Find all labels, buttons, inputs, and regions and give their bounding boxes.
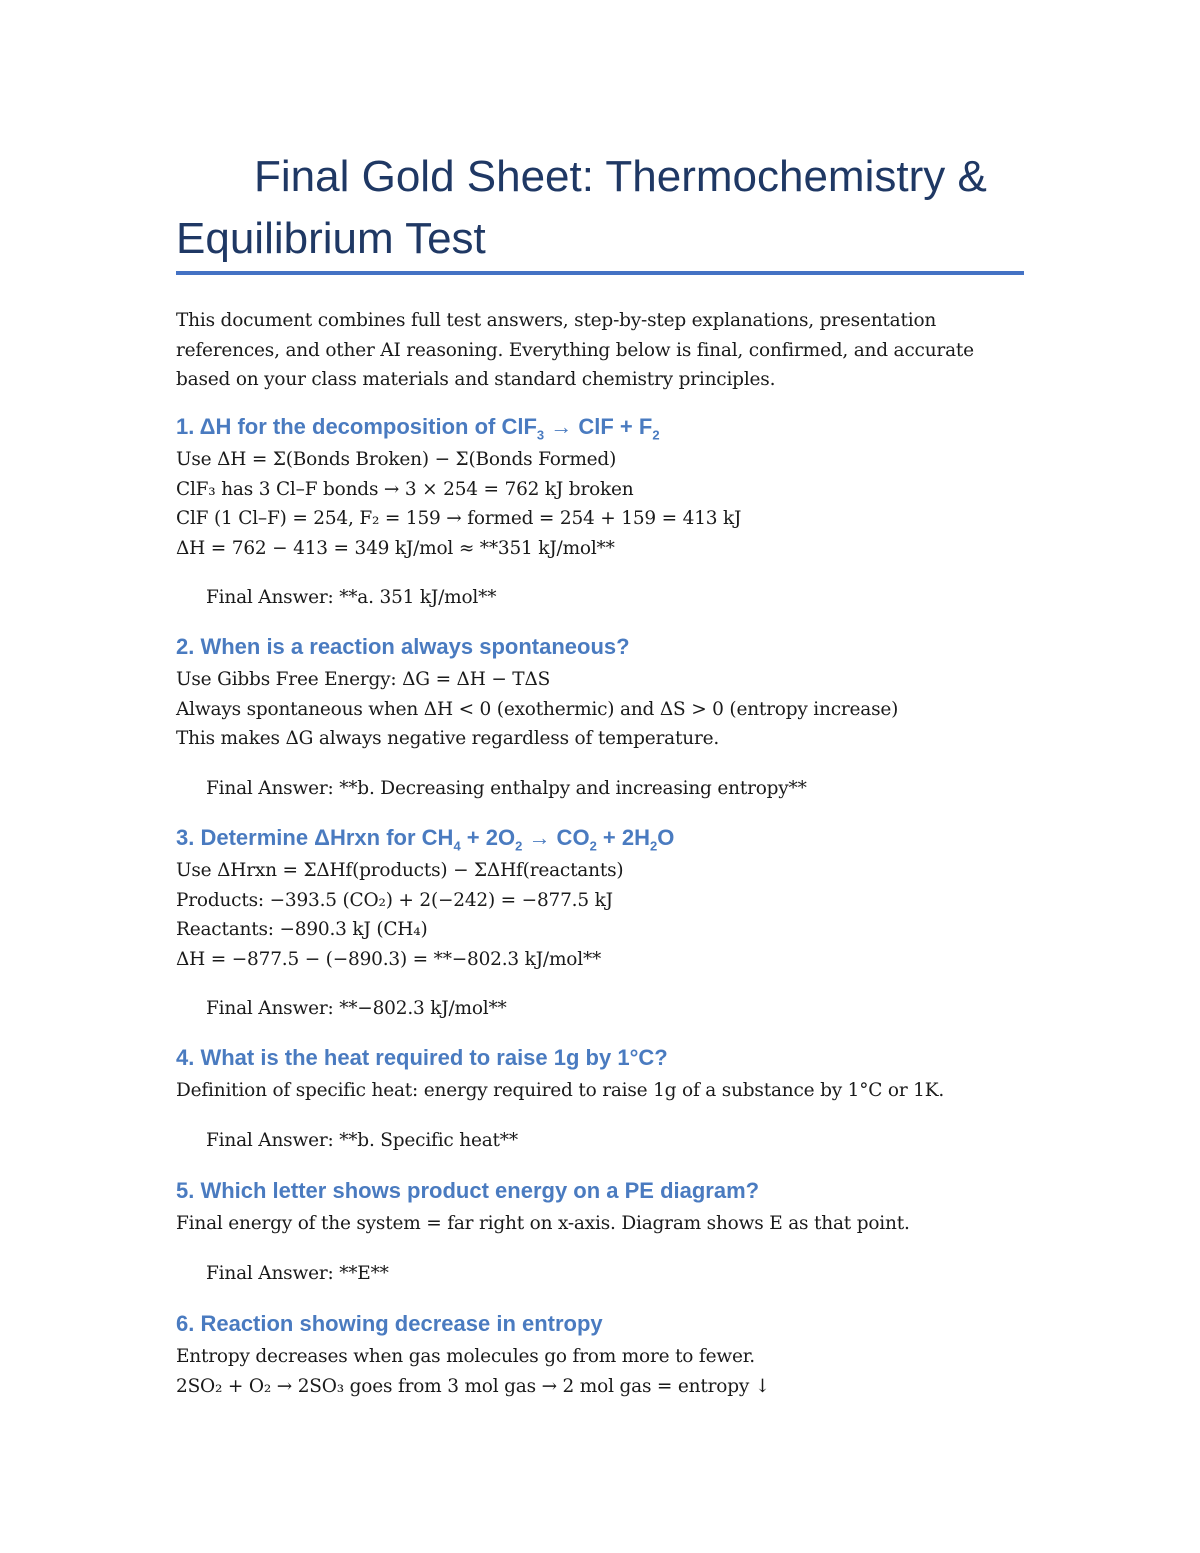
section-6 <box>176 1309 1024 1401</box>
section-line: ClF (1 Cl–F) = 254, F₂ = 159 → formed = 254 + 159 = 413 kJ <box>176 508 742 529</box>
section-line: 2SO₂ + O₂ → 2SO₃ goes from 3 mol gas → 2 mol gas = entropy ↓ <box>176 1375 771 1397</box>
section-line: Entropy decreases when gas molecules go from more to fewer. <box>176 1346 755 1367</box>
final-answer: Final Answer: **a. 351 kJ/mol** <box>206 587 497 608</box>
title-underline <box>176 271 1024 275</box>
section-heading: 2. When is a reaction always spontaneous? <box>176 634 630 659</box>
section-line: Products: −393.5 (CO₂) + 2(−242) = −877.5 kJ <box>176 889 613 911</box>
final-answer: Final Answer: **b. Decreasing enthalpy and increasing entropy** <box>206 777 807 799</box>
document-page <box>176 0 1024 1553</box>
section-heading: 6. Reaction showing decrease in entropy <box>176 1311 603 1336</box>
section-line: Use ΔHrxn = ΣΔHf(products) − ΣΔHf(reactants) <box>176 860 624 881</box>
section-line: Always spontaneous when ΔH < 0 (exothermic) and ΔS > 0 (entropy increase) <box>176 698 899 720</box>
section-line: ClF₃ has 3 Cl–F bonds → 3 × 254 = 762 kJ broken <box>176 478 634 500</box>
section-line: Definition of specific heat: energy required to raise 1g of a substance by 1°C or 1K. <box>176 1080 945 1101</box>
section-heading: 5. Which letter shows product energy on a PE diagram? <box>176 1178 760 1203</box>
section-line: Use Gibbs Free Energy: ΔG = ΔH − TΔS <box>176 669 551 690</box>
section-1 <box>176 412 1024 613</box>
section-line: Reactants: −890.3 kJ (CH₄) <box>176 919 428 940</box>
section-4 <box>176 1043 1024 1155</box>
section-line: Final energy of the system = far right on x-axis. Diagram shows E as that point. <box>176 1213 910 1234</box>
page-title: Final Gold Sheet: Thermochemistry & Equilibrium Test <box>176 152 987 263</box>
intro-paragraph: This document combines full test answers, step-by-step explanations, presentation references, and other AI reasoning. Everything below is final, confirmed, and accurate based on your class materials and standard chemistry principles. <box>176 310 974 390</box>
section-line: This makes ΔG always negative regardless of temperature. <box>176 728 720 749</box>
section-2 <box>176 632 1024 803</box>
section-line: Use ΔH = Σ(Bonds Broken) − Σ(Bonds Formed) <box>176 449 617 470</box>
section-3 <box>176 823 1024 1024</box>
section-line: ΔH = −877.5 − (−890.3) = **−802.3 kJ/mol** <box>176 948 602 970</box>
final-answer: Final Answer: **E** <box>206 1262 389 1284</box>
final-answer: Final Answer: **−802.3 kJ/mol** <box>206 998 507 1019</box>
final-answer: Final Answer: **b. Specific heat** <box>206 1129 518 1151</box>
section-heading: 4. What is the heat required to raise 1g by 1°C? <box>176 1045 668 1070</box>
section-5 <box>176 1176 1024 1288</box>
section-line: ΔH = 762 − 413 = 349 kJ/mol ≈ **351 kJ/mol** <box>176 537 615 559</box>
section-heading: 1. ΔH for the decomposition of ClF$_3$ → ClF + $F_2$ <box>176 414 660 443</box>
section-heading: 3. Determine ΔHrxn for $CH_4 + 2O_2 \to CO_2 + 2H_2O$ <box>176 825 675 854</box>
